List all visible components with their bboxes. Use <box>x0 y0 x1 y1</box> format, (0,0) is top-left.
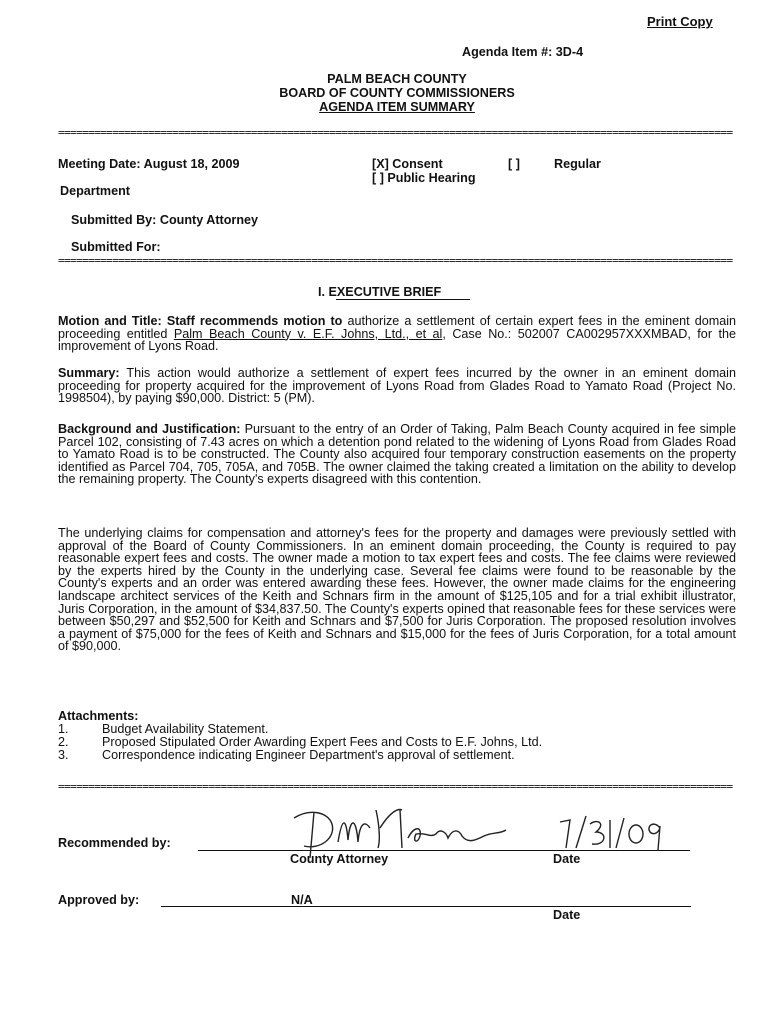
county-attorney-label: County Attorney <box>290 852 389 866</box>
divider-rule <box>58 782 734 793</box>
section-title-text: I. EXECUTIVE BRIEF <box>318 285 442 299</box>
divider-rule <box>58 256 734 267</box>
date-label-recommended: Date <box>553 852 581 866</box>
header-county: PALM BEACH COUNTY <box>327 72 467 86</box>
motion-label: Motion and Title: Staff recommends motion to <box>58 314 343 328</box>
motion-text-2: , Case No.: 502007 CA002957XXXMBAD, for the improvement of Lyons Road. <box>58 326 736 354</box>
background-text: Pursuant to the entry of an Order of Taking, Palm Beach County acquired in fee simple Parcel 102, consisting of 7.43 acres on which a detention pond related to the widening of Lyons Road from Glades Road to Yamato Road is to be constructed. The County also acquired four temporary construction easements on the property identified as Parcel 704, 705, 705A, and 705B. The owner claimed the taking created a limitation on the ability to develop the remaining property. The County's experts disagreed with this contention. <box>58 422 736 487</box>
date-label-approved: Date <box>553 908 581 922</box>
section-title-underline <box>336 299 470 300</box>
handwritten-date <box>556 810 666 854</box>
department-label: Department <box>60 184 130 198</box>
claims-paragraph: The underlying claims for compensation and attorney's fees for the property and damages were previously settled with approval of the Board of County Commissioners. In an eminent domain proceeding, the County is required to pay reasonable expert fees and costs. The owner made a motion to tax expert fees and costs. The fee claims were reviewed by the experts hired by the County in the underlying case. Several fee claims were found to be reasonable by the County's experts and an order was entered awarding these fees. However, the owner made claims for the engineering landscape architect services of the Keith and Schnars firm in the amount of $125,105 and for a trial exhibit illustrator, Juris Corporation, in the amount of $34,837.50. The County's experts opined that reasonable fees for these services were between $50,297 and $52,500 for Keith and Schnars and $7,500 for Juris Corporation. The proposed resolution involves a payment of $75,000 for the fees of Keith and Schnars and $15,000 for the fees of Juris Corporation, for a total amount of $90,000. <box>58 526 736 654</box>
approved-signature-line <box>161 906 691 907</box>
consent-checkbox: [X] Consent <box>372 157 443 171</box>
attachment-text: Budget Availability Statement. <box>102 722 269 736</box>
agenda-item-number: Agenda Item #: 3D-4 <box>462 45 584 59</box>
attachment-number: 1. <box>58 722 69 736</box>
approved-na: N/A <box>291 893 313 907</box>
section-title <box>318 285 441 299</box>
attachment-number: 3. <box>58 748 69 762</box>
case-name: Palm Beach County v. E.F. Johns, Ltd., et al <box>173 326 443 341</box>
summary-label: Summary: <box>58 366 120 380</box>
attachments-list <box>58 723 738 762</box>
background-paragraph <box>58 423 736 486</box>
recommended-by-label: Recommended by: <box>58 836 171 850</box>
attachment-text: Correspondence indicating Engineer Department's approval of settlement. <box>102 748 515 762</box>
meeting-date: Meeting Date: August 18, 2009 <box>58 157 240 171</box>
public-hearing-checkbox: [ ] Public Hearing <box>372 171 476 185</box>
submitted-for: Submitted For: <box>71 240 161 254</box>
document-header <box>0 72 770 114</box>
attachment-text: Proposed Stipulated Order Awarding Expert Fees and Costs to E.F. Johns, Ltd. <box>102 735 543 749</box>
attachments-label: Attachments: <box>58 709 139 723</box>
attachment-item <box>58 749 738 762</box>
header-board: BOARD OF COUNTY COMMISSIONERS <box>279 86 515 100</box>
motion-text-1: authorize a settlement of certain expert fees in the eminent domain proceeding entitled <box>58 314 736 341</box>
summary-text: This action would authorize a settlement of expert fees incurred by the owner in an eminent domain proceeding for property acquired for the improvement of Lyons Road from Glades Road to Yamato Road (Project No. 1998504), by paying $90,000. District: 5 (PM). <box>58 366 736 406</box>
background-label: Background and Justification: <box>58 422 241 436</box>
signature-image <box>280 798 530 860</box>
header-summary: AGENDA ITEM SUMMARY <box>319 100 475 114</box>
divider-rule <box>58 128 734 139</box>
attachment-number: 2. <box>58 735 69 749</box>
attachments-section <box>58 709 738 762</box>
regular-label: Regular <box>554 157 601 171</box>
approved-by-label: Approved by: <box>58 893 140 907</box>
motion-paragraph <box>58 315 736 353</box>
print-copy-label: Print Copy <box>647 14 713 29</box>
regular-checkbox: [ ] <box>508 157 520 171</box>
summary-paragraph <box>58 367 736 405</box>
submitted-by: Submitted By: County Attorney <box>71 213 259 227</box>
